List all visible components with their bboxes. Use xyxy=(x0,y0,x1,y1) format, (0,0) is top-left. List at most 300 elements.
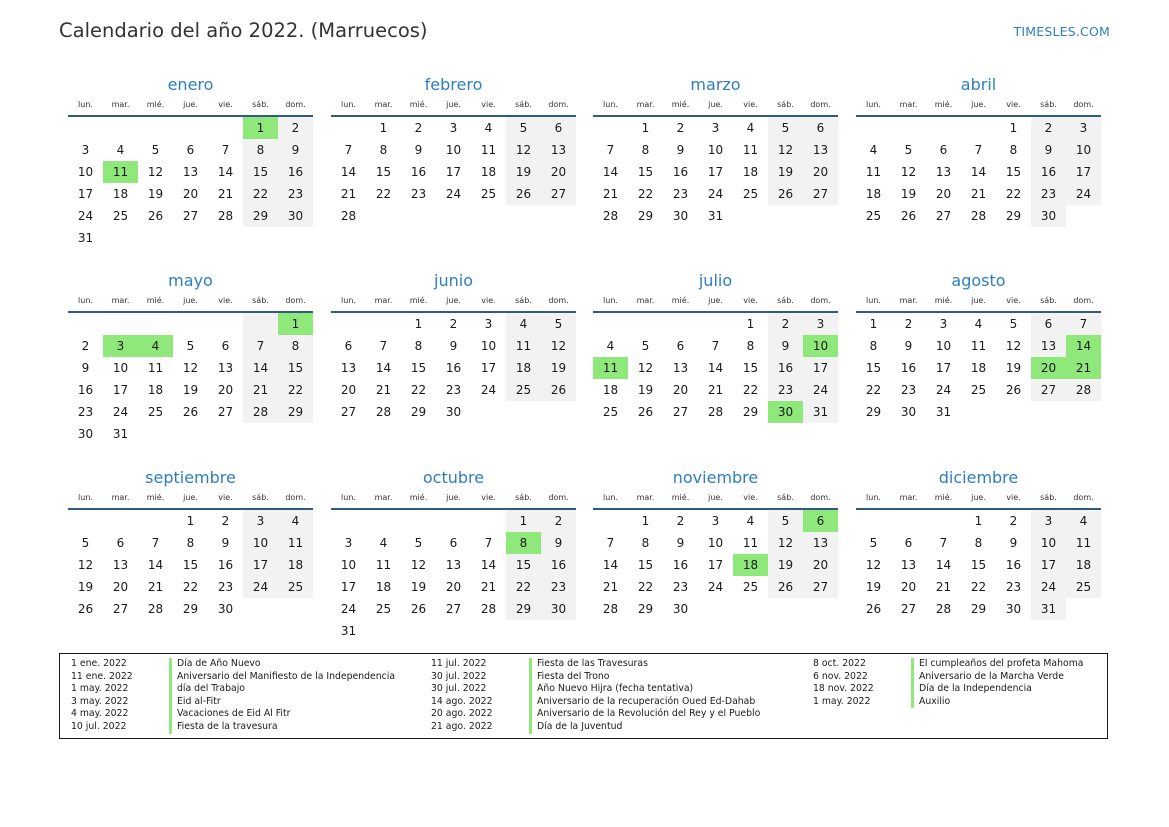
day-cell: 23 xyxy=(900,383,917,397)
day-cell: 24 xyxy=(77,209,94,223)
month-name: junio xyxy=(434,271,473,290)
weekday-label: mié. xyxy=(409,100,428,109)
day-cell: 9 xyxy=(676,536,685,550)
day-cell: 11 xyxy=(480,143,497,157)
weekday-label: mar. xyxy=(636,493,655,502)
day-cell: 12 xyxy=(77,558,94,572)
day-cell: 29 xyxy=(182,602,199,616)
day-cell: 20 xyxy=(803,161,838,183)
day-cell: 22 xyxy=(243,183,278,205)
day-cell: 13 xyxy=(900,558,917,572)
weekday-label: mar. xyxy=(111,100,130,109)
day-cell: 28 xyxy=(602,602,619,616)
holiday-list xyxy=(59,653,1108,739)
holiday-date: 30 jul. 2022 xyxy=(431,683,487,695)
day-cell: 19 xyxy=(900,187,917,201)
empty-day-cell xyxy=(366,313,401,335)
weekday-label: sáb. xyxy=(252,296,269,305)
day-cell: 22 xyxy=(278,379,313,401)
day-cell: 3 xyxy=(81,143,90,157)
day-cell: 24 xyxy=(803,379,838,401)
day-cell: 5 xyxy=(541,313,576,335)
month-name: mayo xyxy=(168,271,213,290)
day-cell: 18 xyxy=(147,383,164,397)
day-cell: 4 xyxy=(974,317,983,331)
day-cell: 11 xyxy=(742,536,759,550)
holiday-date: 11 ene. 2022 xyxy=(71,670,133,682)
day-cell: 14 xyxy=(243,357,278,379)
holiday-name: Fiesta de las Travesuras xyxy=(529,658,648,671)
day-cell: 10 xyxy=(243,532,278,554)
day-cell: 30 xyxy=(541,598,576,620)
holiday-name: Año Nuevo Hijra (fecha tentativa) xyxy=(529,683,693,696)
weekday-header xyxy=(856,492,1101,504)
day-cell: 3 xyxy=(803,313,838,335)
month-febrero xyxy=(331,75,576,227)
holiday-name: Vacaciones de Eid Al Fitr xyxy=(169,708,290,721)
month-name: abril xyxy=(960,75,997,94)
day-cell: 31 xyxy=(803,401,838,423)
day-cell: 1 xyxy=(974,514,983,528)
day-cell: 11 xyxy=(742,143,759,157)
day-cell: 5 xyxy=(506,117,541,139)
day-cell: 8 xyxy=(641,143,650,157)
holiday-name: Aniversario de la Marcha Verde xyxy=(911,671,1064,684)
day-cell: 4 xyxy=(746,121,755,135)
holiday-name: Día de la Independencia xyxy=(911,683,1032,696)
day-cell: 1 xyxy=(186,514,195,528)
day-cell: 6 xyxy=(904,536,913,550)
day-cell: 20 xyxy=(112,580,129,594)
empty-day-cell xyxy=(593,313,628,335)
empty-day-cell xyxy=(331,313,366,335)
day-cell: 14 xyxy=(707,361,724,375)
weekday-header xyxy=(593,295,838,307)
day-cell: 16 xyxy=(672,558,689,572)
weekday-label: sáb. xyxy=(515,100,532,109)
weekday-label: vie. xyxy=(1006,493,1021,502)
holiday-date: 1 may. 2022 xyxy=(813,695,871,707)
holiday-name: Día de Año Nuevo xyxy=(169,658,261,671)
day-cell: 7 xyxy=(484,536,493,550)
holiday-row xyxy=(813,658,1083,671)
day-cell: 11 xyxy=(506,335,541,357)
weekday-label: vie. xyxy=(743,100,758,109)
holiday-column xyxy=(813,658,1083,708)
weekday-label: sáb. xyxy=(777,296,794,305)
holiday-name: El cumpleaños del profeta Mahoma xyxy=(911,658,1083,671)
day-cell: 10 xyxy=(707,143,724,157)
day-cell: 5 xyxy=(81,536,90,550)
empty-day-cell xyxy=(891,510,926,532)
empty-day-cell xyxy=(891,117,926,139)
day-cell: 18 xyxy=(480,165,497,179)
day-cell: 7 xyxy=(379,339,388,353)
day-cell: 18 xyxy=(733,554,768,576)
day-cell: 16 xyxy=(410,165,427,179)
holiday-date: 4 may. 2022 xyxy=(71,708,129,720)
empty-day-cell xyxy=(593,117,628,139)
day-cell: 27 xyxy=(112,602,129,616)
day-cell: 30 xyxy=(900,405,917,419)
holiday-date: 11 jul. 2022 xyxy=(431,658,487,669)
day-cell: 25 xyxy=(506,379,541,401)
holiday-date: 8 oct. 2022 xyxy=(813,658,866,669)
day-cell: 5 xyxy=(1009,317,1018,331)
day-cell: 11 xyxy=(593,357,628,379)
holiday-date: 21 ago. 2022 xyxy=(431,720,493,732)
day-cell: 19 xyxy=(77,580,94,594)
empty-day-cell xyxy=(436,510,471,532)
day-cell: 15 xyxy=(375,165,392,179)
empty-day-cell xyxy=(138,510,173,532)
day-cell: 4 xyxy=(506,313,541,335)
day-cell: 23 xyxy=(1005,580,1022,594)
day-cell: 3 xyxy=(243,510,278,532)
day-cell: 19 xyxy=(1005,361,1022,375)
day-cell: 13 xyxy=(182,165,199,179)
day-cell: 14 xyxy=(480,558,497,572)
day-cell: 14 xyxy=(970,165,987,179)
weekday-label: lun. xyxy=(866,100,881,109)
day-cell: 4 xyxy=(1066,510,1101,532)
day-cell: 28 xyxy=(602,209,619,223)
day-cell: 24 xyxy=(480,383,497,397)
day-cell: 12 xyxy=(900,165,917,179)
weekday-header xyxy=(331,492,576,504)
day-cell: 16 xyxy=(900,361,917,375)
weekday-label: vie. xyxy=(481,100,496,109)
day-cell: 11 xyxy=(375,558,392,572)
day-cell: 24 xyxy=(340,602,357,616)
day-cell: 28 xyxy=(375,405,392,419)
month-julio xyxy=(593,271,838,423)
weekday-label: mié. xyxy=(934,100,953,109)
day-cell: 2 xyxy=(768,313,803,335)
day-cell: 20 xyxy=(340,383,357,397)
day-cell: 14 xyxy=(375,361,392,375)
day-grid xyxy=(68,510,313,620)
weekday-label: dom. xyxy=(548,296,569,305)
day-cell: 5 xyxy=(186,339,195,353)
day-cell: 31 xyxy=(112,427,129,441)
day-cell: 8 xyxy=(278,335,313,357)
day-cell: 5 xyxy=(641,339,650,353)
weekday-label: lun. xyxy=(341,493,356,502)
day-cell: 6 xyxy=(541,117,576,139)
day-grid xyxy=(593,117,838,227)
day-cell: 13 xyxy=(803,139,838,161)
day-cell: 4 xyxy=(746,514,755,528)
day-cell: 17 xyxy=(243,554,278,576)
day-cell: 1 xyxy=(1009,121,1018,135)
day-cell: 20 xyxy=(541,161,576,183)
weekday-label: sáb. xyxy=(252,100,269,109)
empty-day-cell xyxy=(698,313,733,335)
day-cell: 17 xyxy=(803,357,838,379)
day-cell: 13 xyxy=(672,361,689,375)
day-cell: 21 xyxy=(375,383,392,397)
day-cell: 15 xyxy=(637,558,654,572)
day-cell: 25 xyxy=(480,187,497,201)
weekday-label: lun. xyxy=(78,296,93,305)
holiday-row xyxy=(431,721,760,734)
weekday-label: lun. xyxy=(866,493,881,502)
day-cell: 19 xyxy=(637,383,654,397)
weekday-label: sáb. xyxy=(1040,296,1057,305)
day-cell: 12 xyxy=(541,335,576,357)
day-cell: 6 xyxy=(449,536,458,550)
day-cell: 18 xyxy=(278,554,313,576)
day-cell: 3 xyxy=(103,335,138,357)
day-cell: 15 xyxy=(506,554,541,576)
empty-day-cell xyxy=(68,510,103,532)
holiday-row xyxy=(431,671,760,684)
weekday-label: mié. xyxy=(671,100,690,109)
day-cell: 14 xyxy=(217,165,234,179)
holiday-name: Aniversario del Manifiesto de la Independencia xyxy=(169,671,395,684)
holiday-name: Aniversario de la Revolución del Rey y el Pueblo xyxy=(529,708,760,721)
day-cell: 25 xyxy=(375,602,392,616)
day-cell: 19 xyxy=(506,161,541,183)
day-cell: 7 xyxy=(939,536,948,550)
day-cell: 31 xyxy=(340,624,357,638)
day-cell: 26 xyxy=(541,379,576,401)
weekday-label: vie. xyxy=(1006,296,1021,305)
day-cell: 8 xyxy=(506,532,541,554)
day-cell: 24 xyxy=(112,405,129,419)
day-cell: 25 xyxy=(970,383,987,397)
holiday-row xyxy=(431,708,760,721)
day-cell: 4 xyxy=(278,510,313,532)
weekday-label: sáb. xyxy=(515,493,532,502)
day-cell: 15 xyxy=(1005,165,1022,179)
month-diciembre xyxy=(856,468,1101,620)
empty-day-cell xyxy=(856,510,891,532)
day-cell: 13 xyxy=(935,165,952,179)
day-cell: 30 xyxy=(77,427,94,441)
weekday-label: dom. xyxy=(548,493,569,502)
day-cell: 3 xyxy=(484,317,493,331)
day-cell: 3 xyxy=(711,514,720,528)
site-link[interactable]: TIMESLES.COM xyxy=(1013,24,1110,39)
day-cell: 7 xyxy=(221,143,230,157)
day-cell: 21 xyxy=(147,580,164,594)
empty-day-cell xyxy=(331,117,366,139)
empty-day-cell xyxy=(366,510,401,532)
day-cell: 7 xyxy=(711,339,720,353)
day-cell: 27 xyxy=(803,576,838,598)
day-cell: 26 xyxy=(410,602,427,616)
day-cell: 28 xyxy=(970,209,987,223)
day-cell: 2 xyxy=(414,121,423,135)
day-cell: 5 xyxy=(414,536,423,550)
day-cell: 8 xyxy=(869,339,878,353)
month-mayo xyxy=(68,271,313,445)
month-name: febrero xyxy=(424,75,483,94)
day-cell: 26 xyxy=(865,602,882,616)
day-cell: 2 xyxy=(81,339,90,353)
day-cell: 30 xyxy=(278,205,313,227)
day-grid xyxy=(593,510,838,620)
day-grid xyxy=(68,117,313,249)
day-cell: 27 xyxy=(803,183,838,205)
empty-day-cell xyxy=(471,510,506,532)
weekday-label: sáb. xyxy=(252,493,269,502)
holiday-row xyxy=(71,671,395,684)
month-septiembre xyxy=(68,468,313,620)
day-cell: 25 xyxy=(742,187,759,201)
weekday-label: vie. xyxy=(481,296,496,305)
day-cell: 9 xyxy=(541,532,576,554)
empty-day-cell xyxy=(68,313,103,335)
weekday-label: vie. xyxy=(218,296,233,305)
day-cell: 15 xyxy=(410,361,427,375)
day-cell: 15 xyxy=(637,165,654,179)
weekday-label: vie. xyxy=(218,493,233,502)
weekday-label: jue. xyxy=(446,296,461,305)
day-cell: 6 xyxy=(803,117,838,139)
month-octubre xyxy=(331,468,576,642)
day-cell: 17 xyxy=(77,187,94,201)
day-cell: 20 xyxy=(900,580,917,594)
weekday-label: jue. xyxy=(183,100,198,109)
day-cell: 21 xyxy=(480,580,497,594)
day-cell: 11 xyxy=(865,165,882,179)
day-cell: 10 xyxy=(77,165,94,179)
day-cell: 26 xyxy=(506,183,541,205)
holiday-row xyxy=(813,671,1083,684)
day-cell: 18 xyxy=(1066,554,1101,576)
month-name: noviembre xyxy=(672,468,759,487)
day-cell: 9 xyxy=(768,335,803,357)
holiday-date: 20 ago. 2022 xyxy=(431,708,493,720)
day-cell: 9 xyxy=(278,139,313,161)
weekday-label: mar. xyxy=(374,493,393,502)
month-abril xyxy=(856,75,1101,227)
day-cell: 19 xyxy=(182,383,199,397)
day-cell: 7 xyxy=(243,335,278,357)
day-cell: 4 xyxy=(379,536,388,550)
day-cell: 3 xyxy=(449,121,458,135)
day-cell: 29 xyxy=(637,602,654,616)
day-cell: 23 xyxy=(217,580,234,594)
day-cell: 26 xyxy=(1005,383,1022,397)
day-cell: 12 xyxy=(637,361,654,375)
day-cell: 20 xyxy=(935,187,952,201)
weekday-label: sáb. xyxy=(515,296,532,305)
day-cell: 25 xyxy=(865,209,882,223)
month-name: septiembre xyxy=(145,468,236,487)
day-cell: 26 xyxy=(147,209,164,223)
weekday-label: dom. xyxy=(548,100,569,109)
day-cell: 22 xyxy=(742,383,759,397)
empty-day-cell xyxy=(208,313,243,335)
holiday-date: 3 may. 2022 xyxy=(71,695,129,707)
holiday-row xyxy=(813,696,1083,709)
day-cell: 10 xyxy=(112,361,129,375)
day-cell: 2 xyxy=(1009,514,1018,528)
day-cell: 1 xyxy=(746,317,755,331)
day-cell: 21 xyxy=(217,187,234,201)
holiday-date: 1 may. 2022 xyxy=(71,683,129,695)
day-cell: 9 xyxy=(1009,536,1018,550)
weekday-header xyxy=(68,295,313,307)
day-cell: 17 xyxy=(1066,161,1101,183)
day-cell: 9 xyxy=(449,339,458,353)
month-noviembre xyxy=(593,468,838,620)
day-grid xyxy=(856,510,1101,620)
day-cell: 16 xyxy=(541,554,576,576)
day-cell: 5 xyxy=(869,536,878,550)
day-cell: 27 xyxy=(182,209,199,223)
day-cell: 17 xyxy=(480,361,497,375)
month-name: enero xyxy=(167,75,214,94)
day-cell: 12 xyxy=(410,558,427,572)
day-cell: 10 xyxy=(1031,532,1066,554)
empty-day-cell xyxy=(103,510,138,532)
day-cell: 17 xyxy=(707,165,724,179)
day-cell: 27 xyxy=(541,183,576,205)
day-cell: 23 xyxy=(1031,183,1066,205)
weekday-label: sáb. xyxy=(1040,100,1057,109)
day-cell: 28 xyxy=(147,602,164,616)
day-cell: 3 xyxy=(1031,510,1066,532)
weekday-label: jue. xyxy=(446,100,461,109)
day-cell: 2 xyxy=(221,514,230,528)
day-cell: 20 xyxy=(803,554,838,576)
day-cell: 6 xyxy=(803,510,838,532)
day-cell: 7 xyxy=(606,536,615,550)
month-name: diciembre xyxy=(938,468,1019,487)
day-cell: 16 xyxy=(768,357,803,379)
weekday-label: dom. xyxy=(1073,100,1094,109)
day-cell: 4 xyxy=(138,335,173,357)
day-grid xyxy=(856,313,1101,423)
holiday-date: 1 ene. 2022 xyxy=(71,658,127,669)
weekday-label: lun. xyxy=(78,493,93,502)
day-cell: 16 xyxy=(77,383,94,397)
weekday-label: mié. xyxy=(671,296,690,305)
day-cell: 13 xyxy=(112,558,129,572)
day-cell: 18 xyxy=(375,580,392,594)
day-cell: 16 xyxy=(672,165,689,179)
empty-day-cell xyxy=(68,117,103,139)
month-marzo xyxy=(593,75,838,227)
day-cell: 3 xyxy=(711,121,720,135)
day-cell: 13 xyxy=(803,532,838,554)
day-cell: 2 xyxy=(904,317,913,331)
holiday-row xyxy=(431,696,760,709)
day-cell: 19 xyxy=(147,187,164,201)
holiday-row xyxy=(813,683,1083,696)
day-cell: 14 xyxy=(602,558,619,572)
day-cell: 27 xyxy=(900,602,917,616)
day-cell: 24 xyxy=(243,576,278,598)
day-cell: 2 xyxy=(541,510,576,532)
day-cell: 3 xyxy=(939,317,948,331)
weekday-label: mié. xyxy=(146,493,165,502)
empty-day-cell xyxy=(331,510,366,532)
day-cell: 18 xyxy=(742,165,759,179)
weekday-header xyxy=(856,99,1101,111)
empty-day-cell xyxy=(173,117,208,139)
day-cell: 14 xyxy=(1066,335,1101,357)
weekday-label: mar. xyxy=(899,100,918,109)
holiday-name: Día de la Juventud xyxy=(529,721,622,734)
day-cell: 18 xyxy=(970,361,987,375)
day-cell: 16 xyxy=(1005,558,1022,572)
